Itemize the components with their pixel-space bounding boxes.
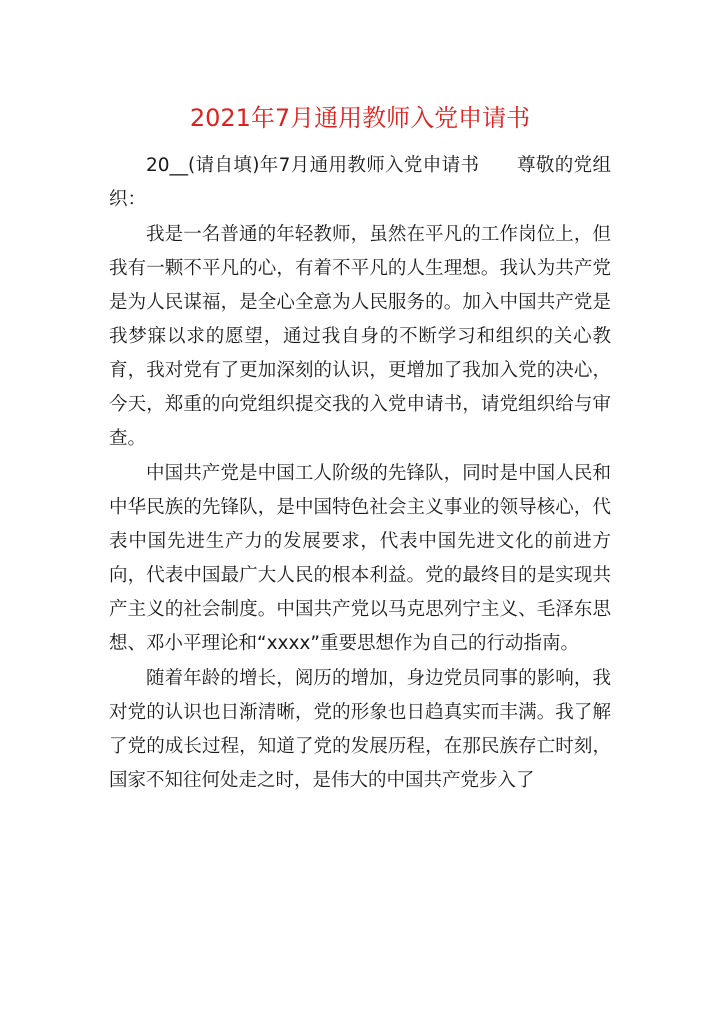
- document-title: 2021年7月通用教师入党申请书: [189, 104, 531, 132]
- paragraph-intro: 我是一名普通的年轻教师，虽然在平凡的工作岗位上，但我有一颗不平凡的心，有着不平凡的人生理想。我认为共产党是为人民谋福，是全心全意为人民服务的。加入中国共产党是我梦寐以求的愿望，通过我自身的不断学习和组织的关心教育，我对党有了更加深刻的认识，更增加了我加入党的决心，今天，郑重的向党组织提交我的入党申请书，请党组织给与审查。: [109, 224, 611, 449]
- paragraph-understanding: 随着年龄的增长，阅历的增加，身边党员同事的影响，我对党的认识也日渐清晰，党的形象也日趋真实而丰满。我了解了党的成长过程，知道了党的发展历程，在那民族存亡时刻，国家不知往何处走之时，是伟大的中国共产党步入了: [109, 668, 611, 791]
- paragraph-salutation: 20__(请自填)年7月通用教师入党申请书 尊敬的党组织：: [109, 155, 611, 210]
- document-body: [109, 149, 611, 799]
- paragraph-party-nature: 中国共产党是中国工人阶级的先锋队，同时是中国人民和中华民族的先锋队，是中国特色社会主义事业的领导核心，代表中国先进生产力的发展要求，代表中国先进文化的前进方向，代表中国最广大人民的根本利益。党的最终目的是实现共产主义的社会制度。中国共产党以马克思列宁主义、毛泽东思想、邓小平理论和“xxxx”重要思想作为自己的行动指南。: [109, 463, 611, 654]
